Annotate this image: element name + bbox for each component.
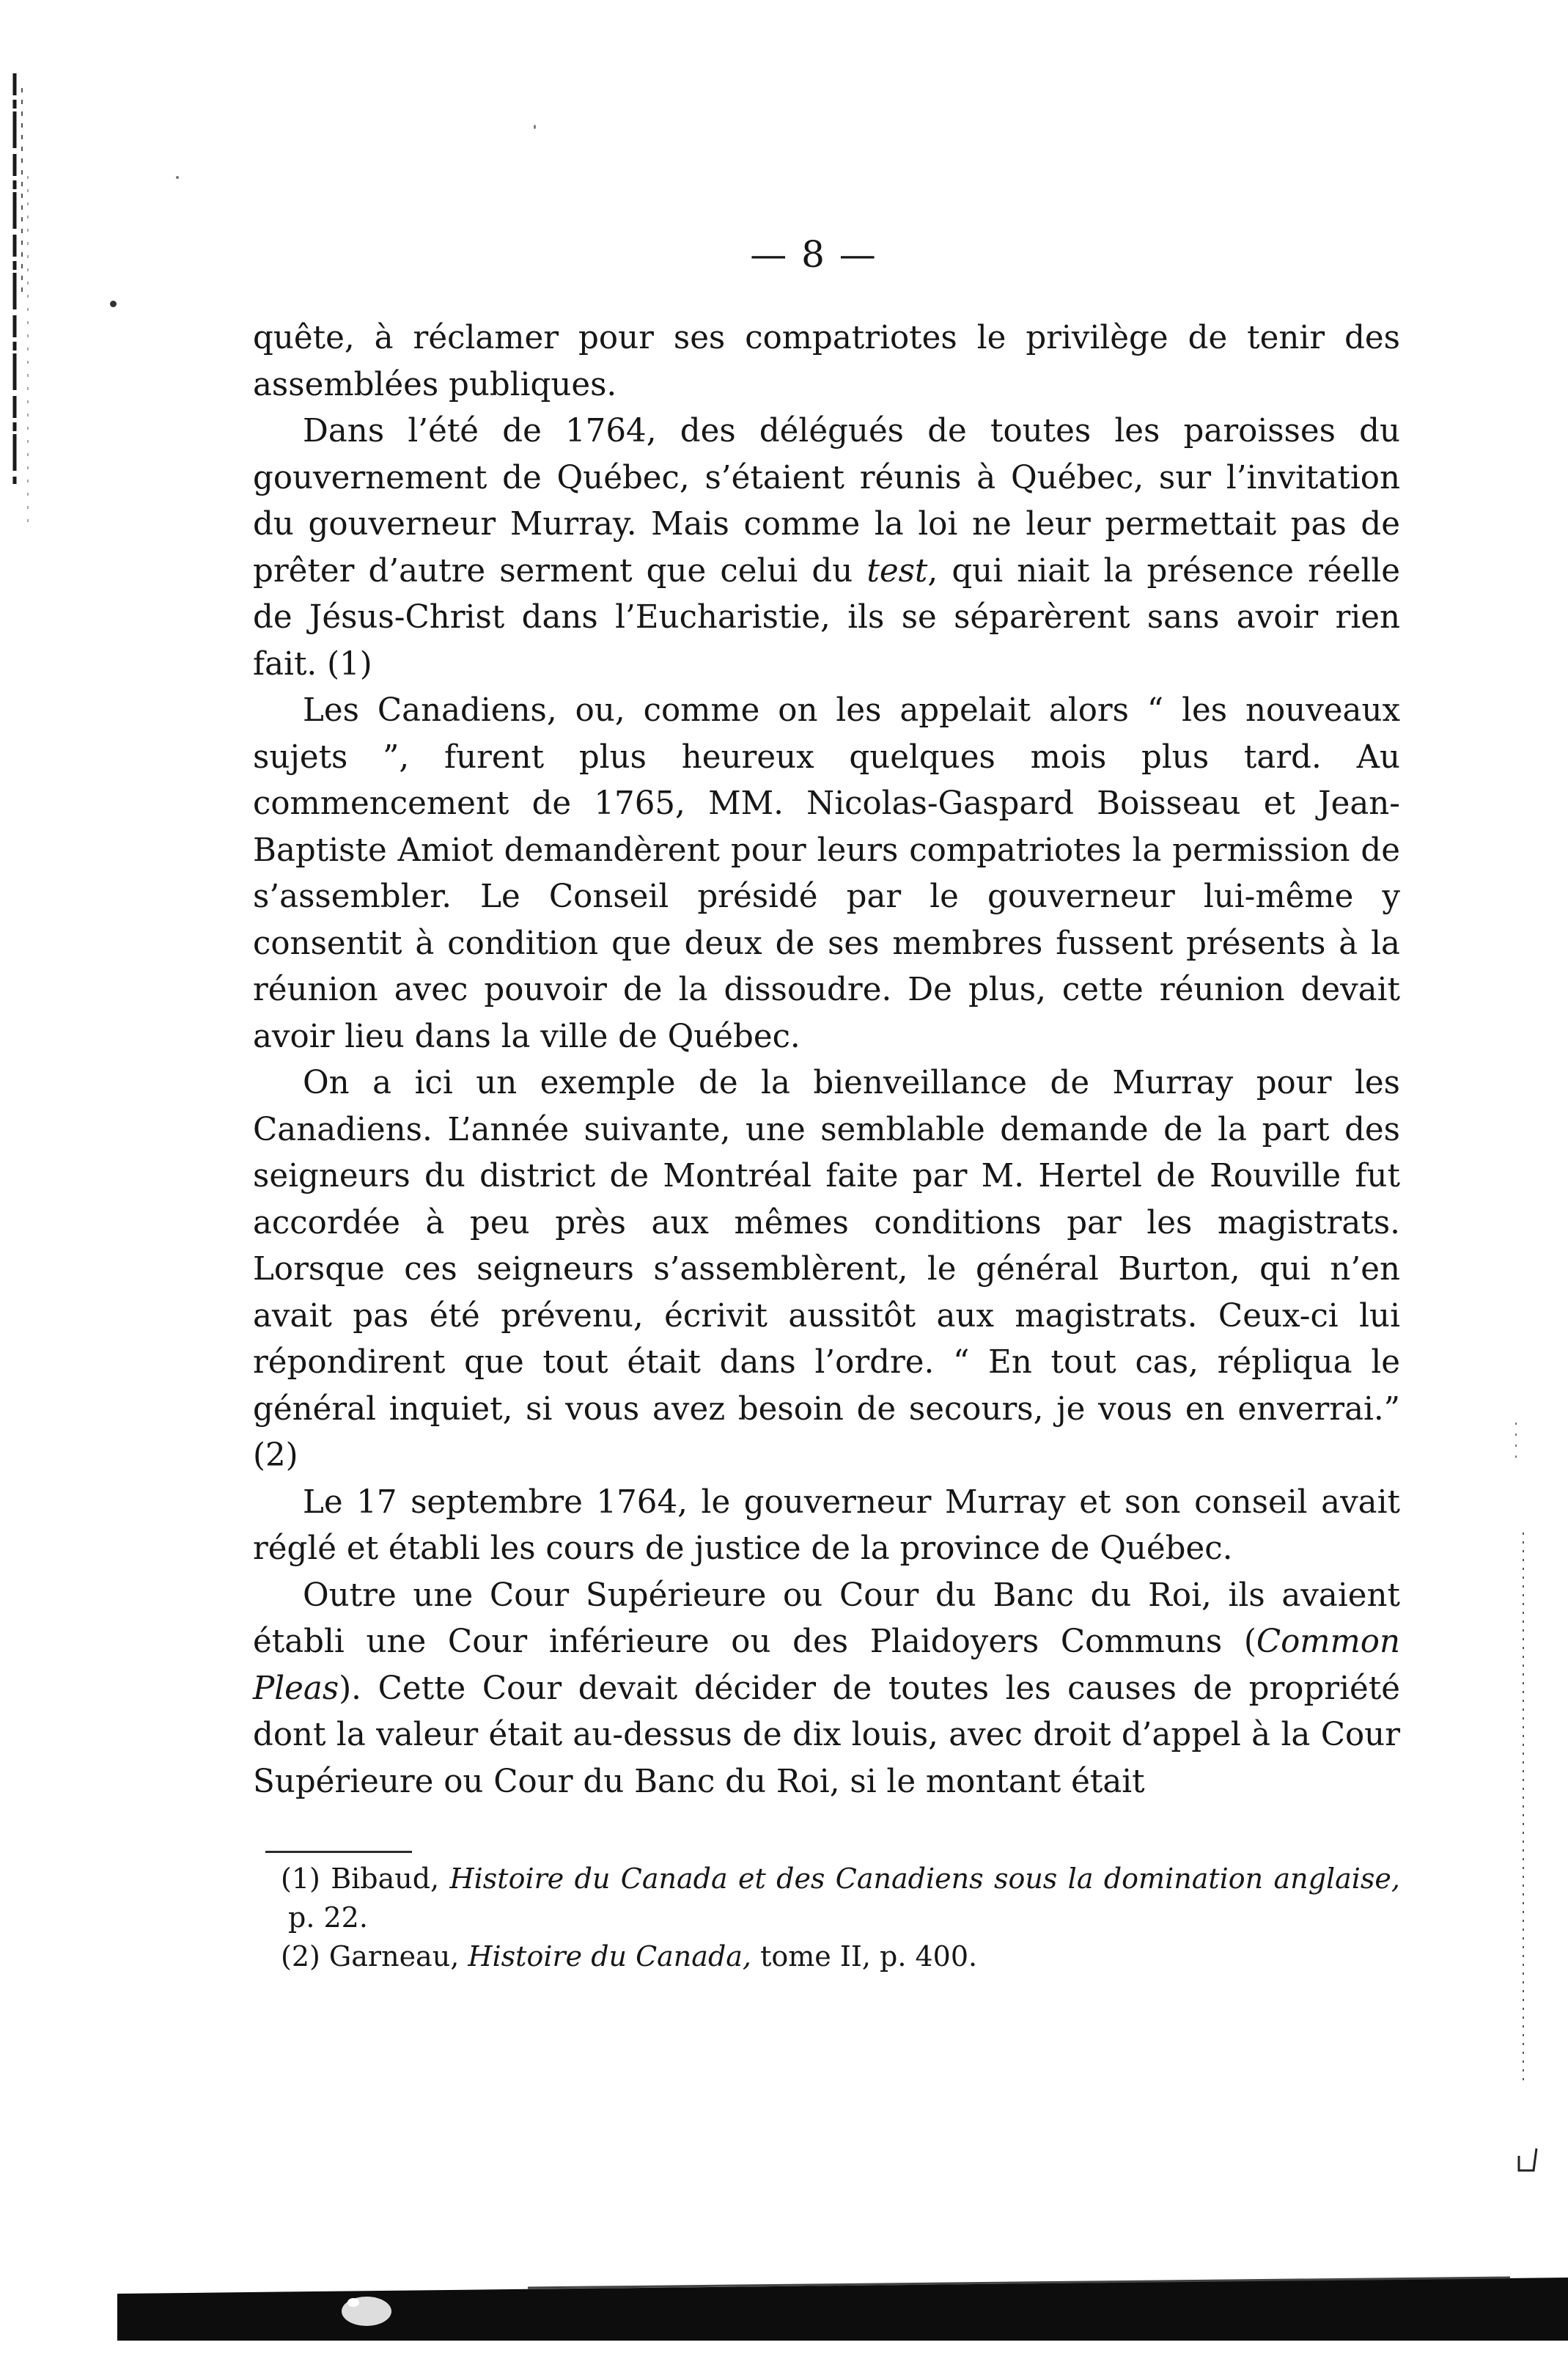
paragraph-1: quête, à réclamer pour ses compatriotes le privilège de tenir des assemblées publiques. xyxy=(253,320,1400,403)
scan-speck xyxy=(176,176,179,179)
footnotes xyxy=(253,1860,1400,1976)
paragraph-6: Outre une Cour Supérieure ou Cour du Banc du Roi, ils avaient établi une Cour inférieure ou des Plaidoyers Communs (Common Pleas). Cette Cour devait décider de toutes les causes de propriété dont la valeur était au-dessus de dix louis, avec droit d’appel à la Cour Supérieure ou Cour du Banc du Roi, si le montant était xyxy=(253,1577,1400,1800)
paragraph-5: Le 17 septembre 1764, le gouverneur Murray et son conseil avait réglé et établi les cours de justice de la province de Québec. xyxy=(253,1483,1400,1567)
page-number: — 8 — xyxy=(750,233,877,276)
paragraph-3: Les Canadiens, ou, comme on les appelait alors “ les nouveaux sujets ”, furent plus heureux quelques mois plus tard. Au commencement de 1765, MM. Nicolas-Gaspard Boisseau et Jean-Baptiste Amiot demandèrent pour leurs compatriotes la permission de s’assembler. Le Conseil présidé par le gouverneur lui-même y consentit à condition que deux de ses membres fussent présents à la réunion avec pouvoir de la dissoudre. De plus, cette réunion devait avoir lieu dans la ville de Québec. xyxy=(253,692,1400,1055)
footnote-separator xyxy=(265,1851,412,1853)
italic-test: test xyxy=(866,552,928,590)
footnote-2: (2) Garneau, Histoire du Canada, tome II, p. 400. xyxy=(281,1940,978,1973)
italic-common-pleas: Common Pleas xyxy=(253,1623,1400,1707)
body-text xyxy=(253,315,1400,1805)
scan-bottom-band xyxy=(117,2267,1568,2341)
footnote-1: (1) Bibaud, Histoire du Canada et des Canadiens sous la domination anglaise, p. 22. xyxy=(281,1863,1400,1934)
scan-edge-left xyxy=(10,73,32,528)
paragraph-2: Dans l’été de 1764, des délégués de toutes les paroisses du gouvernement de Québec, s’étaient réunis à Québec, sur l’invitation du gouverneur Murray. Mais comme la loi ne leur permettait pas de prêter d’autre serment que celui du test, qui niait la présence réelle de Jésus-Christ dans l’Eucharistie, ils se séparèrent sans avoir rien fait. (1) xyxy=(253,413,1400,683)
paragraph-4: On a ici un exemple de la bienveillance de Murray pour les Canadiens. L’année suivante, une semblable demande de la part des seigneurs du district de Montréal faite par M. Hertel de Rouville fut accordée à peu près aux mêmes conditions par les magistrats. Lorsque ces seigneurs s’assemblèrent, le général Burton, qui n’en avait pas été prévenu, écrivit aussitôt aux magistrats. Ceux-ci lui répondirent que tout était dans l’ordre. “ En tout cas, répliqua le général inquiet, si vous avez besoin de secours, je vous en enverrai.” (2) xyxy=(253,1065,1400,1474)
scan-speck xyxy=(110,301,117,307)
scan-speck xyxy=(534,125,536,129)
scan-edge-right xyxy=(1509,1423,1538,2178)
